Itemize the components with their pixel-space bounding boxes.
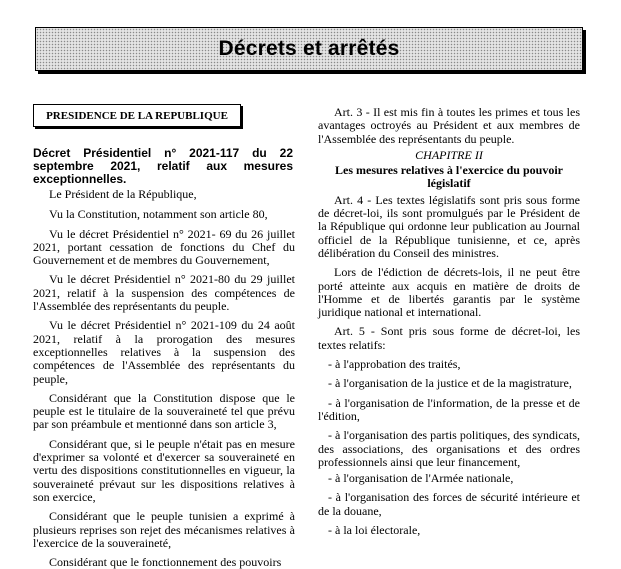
article-5-item: - à l'organisation de l'information, de la presse et de l'édition, — [318, 395, 580, 423]
section-label: PRESIDENCE DE LA REPUBLIQUE — [46, 109, 228, 122]
article-5-item: - à l'organisation des forces de sécurité intérieure et de la douane, — [318, 490, 580, 518]
visa-constitution: Vu la Constitution, notamment son article 80, — [49, 207, 268, 222]
right-column — [318, 106, 580, 537]
article-5-item: - à l'organisation de l'Armée nationale, — [328, 471, 514, 486]
considerant-4: Considérant que le fonctionnement des pouvoirs — [49, 555, 282, 569]
considerant-3: Considérant que le peuple tunisien a exprimé à plusieurs reprises son rejet des mécanismes relatives à l'exercice de la souveraineté, — [33, 509, 295, 550]
banner-title: Décrets et arrêtés — [218, 37, 400, 60]
article-4-paragraph-2: Lors de l'édiction de décrets-lois, il ne peut être porté atteinte aux acquis en matière de droits de l'Homme et de libertés garantis par le système juridique national et international. — [318, 265, 580, 320]
left-column — [33, 188, 295, 569]
considerant-2: Considérant que, si le peuple n'était pas en mesure d'exprimer sa volonté et d'exercer sa souveraineté en vertu des dispositions constitutionnelles en vigueur, la souveraineté prévaut sur les dispositions relatives à son exercice, — [33, 436, 295, 504]
decree-title: Décret Présidentiel n° 2021-117 du 22 septembre 2021, relatif aux mesures exceptionnelles. — [33, 146, 293, 186]
considerant-1: Considérant que la Constitution dispose que le peuple est le titulaire de la souveraineté tel que prévu par son préambule et mentionné dans son article 3, — [33, 390, 295, 432]
article-5-item: - à l'approbation des traités, — [328, 357, 461, 372]
preamble-line: Le Président de la République, — [49, 187, 197, 201]
article-3: Art. 3 - Il est mis fin à toutes les primes et tous les avantages octroyés au Président et aux membres de l'Assemblée des représentants du peuple. — [318, 105, 580, 146]
chapter-title: Les mesures relatives à l'exercice du pouvoir législatif — [335, 163, 563, 191]
section-banner — [35, 27, 583, 71]
article-5-item: - à l'organisation des partis politiques, des syndicats, des associations, des organisations et des ordres professionnels ainsi que leur financement, — [318, 428, 580, 469]
visa-decree-80: Vu le décret Présidentiel n° 2021-80 du 29 juillet 2021, relatif à la suspension des compétences de l'Assemblée des représentants du peuple. — [33, 272, 295, 314]
section-label-box — [33, 104, 241, 127]
article-5-item: - à l'organisation de la justice et de la magistrature, — [328, 376, 572, 391]
article-4: Art. 4 - Les textes législatifs sont pris sous forme de décret-loi, ils sont promulgués par le Président de la République qui ordonne leur publication au Journal officiel de la République tunisienne, et ce, après délibération du Conseil des ministres. — [318, 192, 580, 260]
visa-decree-109: Vu le décret Présidentiel n° 2021-109 du 24 août 2021, relatif à la prorogation des mesures exceptionnelles relatives à la suspension des compétences de l'Assemblée des représentants du peuple, — [33, 318, 295, 386]
chapter-heading: CHAPITRE II — [415, 147, 483, 162]
visa-decree-69: Vu le décret Présidentiel n° 2021- 69 du 26 juillet 2021, portant cessation de fonctions du Chef du Gouvernement et de membres du Gouvernement, — [33, 226, 295, 268]
article-5-item: - à la loi électorale, — [328, 523, 421, 538]
article-5: Art. 5 - Sont pris sous forme de décret-loi, les textes relatifs: — [318, 324, 580, 352]
